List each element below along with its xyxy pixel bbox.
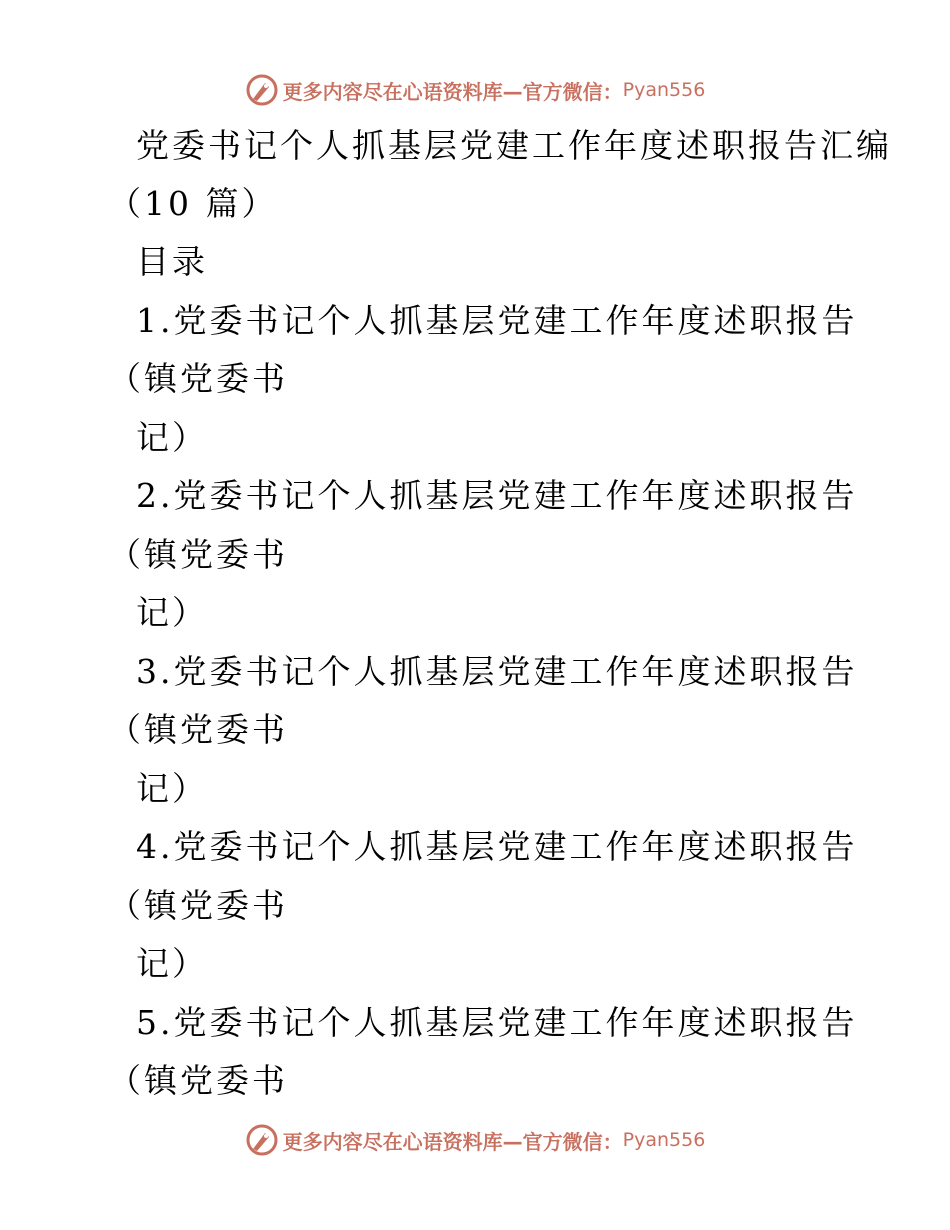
watermark-banner-bottom	[0, 1120, 950, 1160]
document-title-line2: （10 篇）	[108, 184, 278, 223]
toc-item-subtitle: （镇党委书	[108, 886, 288, 925]
watermark-wechat-id: Pyan556	[622, 1129, 706, 1151]
toc-item-title: 3.党委书记个人抓基层党建工作年度述职报告	[136, 652, 858, 691]
toc-item-title: 4.党委书记个人抓基层党建工作年度述职报告	[136, 827, 858, 866]
toc-item-subtitle: （镇党委书	[108, 535, 288, 574]
toc-item-subtitle-end: 记）	[136, 593, 208, 632]
watermark-wechat-id: Pyan556	[622, 79, 706, 101]
toc-item-title: 1.党委书记个人抓基层党建工作年度述职报告	[136, 301, 858, 340]
toc-item-subtitle: （镇党委书	[108, 1061, 288, 1100]
document-title-line1: 党委书记个人抓基层党建工作年度述职报告汇编	[136, 126, 892, 165]
toc-item-subtitle: （镇党委书	[108, 359, 288, 398]
toc-item-subtitle-end: 记）	[136, 944, 208, 983]
toc-heading: 目录	[136, 242, 208, 281]
toc-item-subtitle: （镇党委书	[108, 710, 288, 749]
pen-nib-logo-icon	[245, 73, 279, 107]
watermark-text: 更多内容尽在心语资料库—官方微信：	[282, 79, 623, 104]
toc-item-title: 2.党委书记个人抓基层党建工作年度述职报告	[136, 476, 858, 515]
watermark-banner-top	[0, 70, 950, 110]
pen-nib-logo-icon	[245, 1123, 279, 1157]
toc-item-title: 5.党委书记个人抓基层党建工作年度述职报告	[136, 1003, 858, 1042]
watermark-text: 更多内容尽在心语资料库—官方微信：	[282, 1129, 623, 1154]
toc-item-subtitle-end: 记）	[136, 418, 208, 457]
toc-item-subtitle-end: 记）	[136, 769, 208, 808]
